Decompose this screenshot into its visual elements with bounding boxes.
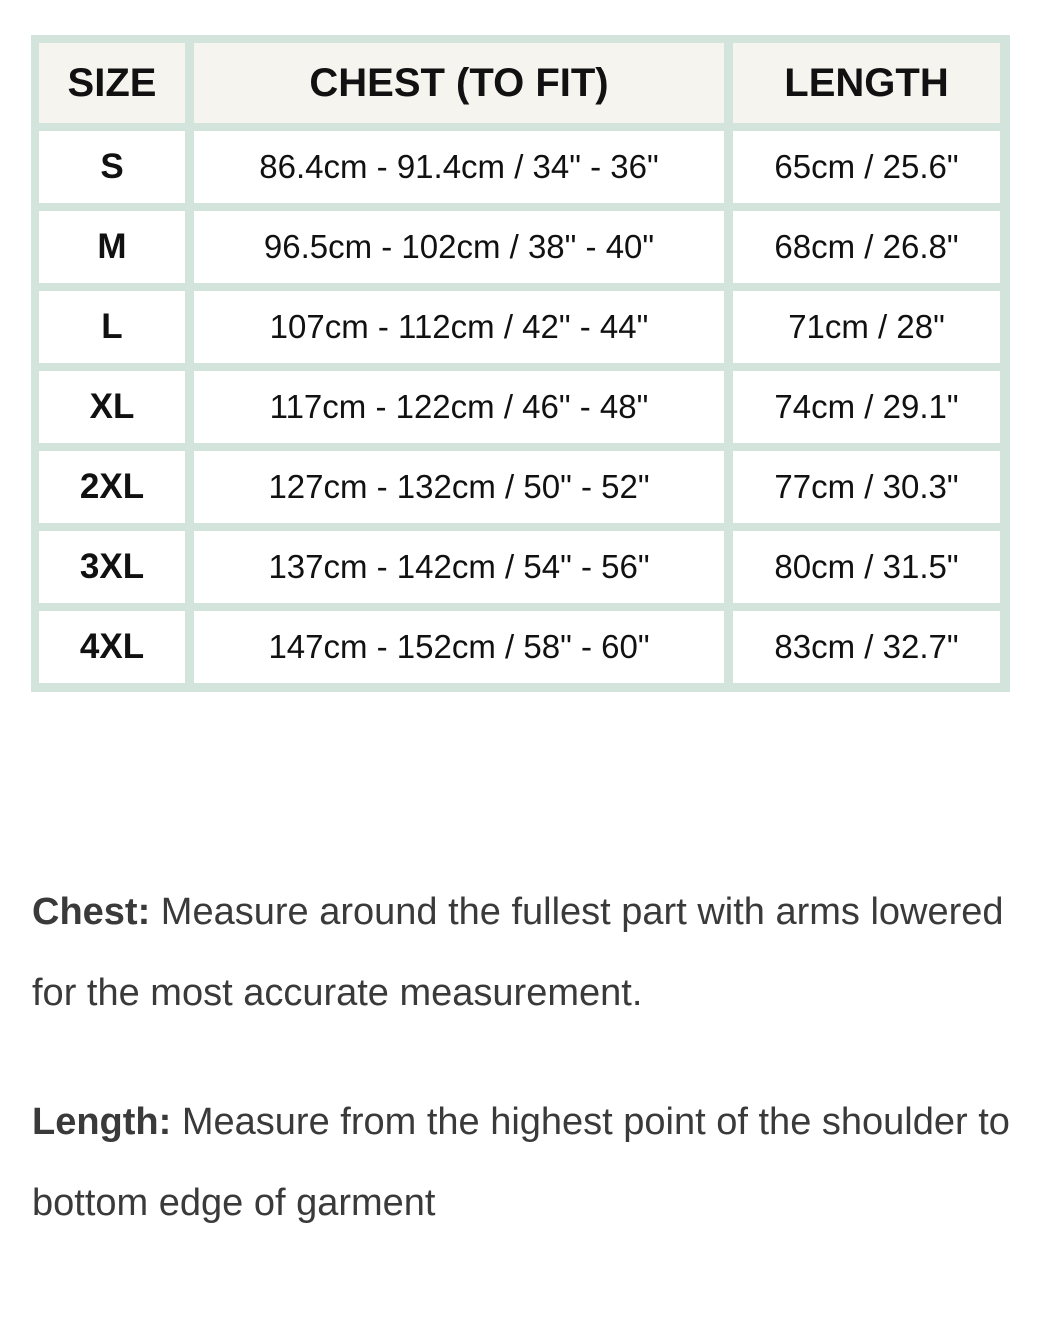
header-length: LENGTH [733,43,1000,123]
length-cell: 77cm / 30.3" [733,451,1000,523]
length-cell: 83cm / 32.7" [733,611,1000,683]
measurement-notes [32,872,1012,1292]
chest-cell: 96.5cm - 102cm / 38" - 40" [194,211,724,283]
chest-cell: 117cm - 122cm / 46" - 48" [194,371,724,443]
size-cell: S [39,131,185,203]
size-cell: 4XL [39,611,185,683]
chest-note-text: Measure around the fullest part with arms lowered for the most accurate measurement. [32,891,1004,1014]
chest-cell: 147cm - 152cm / 58" - 60" [194,611,724,683]
length-cell: 65cm / 25.6" [733,131,1000,203]
size-chart-table [31,35,1010,692]
size-cell: 2XL [39,451,185,523]
length-cell: 68cm / 26.8" [733,211,1000,283]
size-cell: M [39,211,185,283]
chest-note-term: Chest: [32,891,151,933]
size-cell: 3XL [39,531,185,603]
chest-cell: 86.4cm - 91.4cm / 34" - 36" [194,131,724,203]
chest-cell: 107cm - 112cm / 42" - 44" [194,291,724,363]
chest-note [32,872,1012,1034]
header-chest: CHEST (TO FIT) [194,43,724,123]
chest-cell: 137cm - 142cm / 54" - 56" [194,531,724,603]
length-note-term: Length: [32,1101,172,1143]
header-size: SIZE [39,43,185,123]
size-cell: XL [39,371,185,443]
size-cell: L [39,291,185,363]
length-note [32,1082,1012,1244]
length-cell: 74cm / 29.1" [733,371,1000,443]
length-cell: 80cm / 31.5" [733,531,1000,603]
chest-cell: 127cm - 132cm / 50" - 52" [194,451,724,523]
length-note-text: Measure from the highest point of the shoulder to bottom edge of garment [32,1101,1010,1224]
length-cell: 71cm / 28" [733,291,1000,363]
